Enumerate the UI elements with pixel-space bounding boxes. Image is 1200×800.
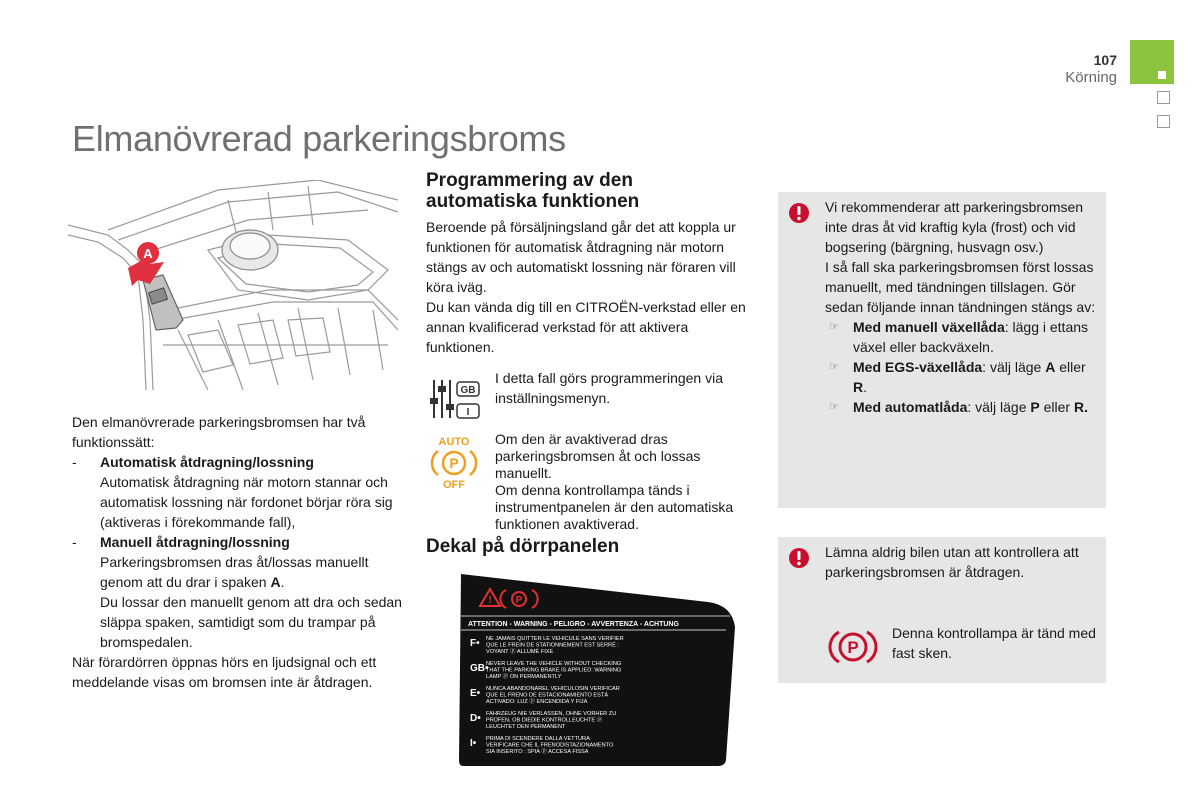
page-title: Elmanövrerad parkeringsbroms bbox=[72, 118, 566, 159]
svg-text:P: P bbox=[449, 455, 459, 471]
door-panel-decal bbox=[458, 572, 736, 767]
decal-lang-code: E• bbox=[470, 688, 481, 699]
item2-text: Parkeringsbromsen dras åt/lossas manuellt genom att du drar i spaken A. bbox=[100, 554, 369, 590]
left-column-text bbox=[72, 412, 402, 692]
decal-banner: ATTENTION - WARNING - PELIGRO - AVVERTENZA - ACHTUNG bbox=[468, 621, 679, 628]
decal-warning-text: PRIMA DI SCENDERE DALLA VETTURA VERIFICARE CHE IL FRENODISTAZIONAMENTO SIA INSERITO : SPIA ⓟ ACCESA FISSA bbox=[486, 736, 614, 755]
svg-text:GB: GB bbox=[460, 385, 476, 396]
closing-text: När förardörren öppnas hörs en ljudsignal och ett meddelande visas om bromsen inte är åtdragen. bbox=[72, 654, 377, 690]
programming-body bbox=[426, 217, 756, 357]
list-item: - Manuell åtdragning/lossning bbox=[72, 534, 290, 550]
bullet-auto: ☞ Med automatlåda: välj läge P eller R. bbox=[829, 399, 1088, 415]
decal-lang-code: I• bbox=[470, 738, 477, 749]
page-number: 107 bbox=[1093, 52, 1117, 68]
settings-menu-icon bbox=[428, 376, 484, 422]
warning-icon bbox=[788, 202, 810, 224]
decal-warning-text: FAHRZEUG NIE VERLASSEN, OHNE VORHER ZU PRÜFEN, OB DIEDIE KONTROLLEUCHTE ⓟ LEUCHTET DEN PERMANENT bbox=[486, 711, 617, 730]
auto-off-text: Om den är avaktiverad dras parkeringsbromsen åt och lossas manuellt. Om denna kontrollampa tänds i instrumentpanelen är den automatiska funktionen avaktiverad. bbox=[495, 431, 734, 532]
decal-lang-code: GB• bbox=[470, 663, 489, 674]
item1-text: Automatisk åtdragning när motorn stannar och automatisk lossning när fordonet börjar röra sig (aktiveras i förekommande fall), bbox=[100, 474, 393, 530]
svg-text:!: ! bbox=[488, 595, 492, 606]
parking-brake-lamp-icon bbox=[828, 627, 878, 667]
decal-warning-text: NE JAMAIS QUITTER LE VEHICULE SANS VERIFIER QUE LE FREIN DE STATIONNEMENT EST SERRÉ : VOYANT ⓟ ALLUMÉ FIXE bbox=[486, 636, 624, 655]
chapter-tab bbox=[1157, 91, 1170, 104]
callout-a: A bbox=[143, 246, 153, 261]
list-item: - Automatisk åtdragning/lossning bbox=[72, 454, 314, 470]
warning-box-leave bbox=[778, 537, 1106, 683]
decal-warning-text: NUNCA ABANDONAREL VEHICULOSIN VERIFICAR QUE EL FRENO DE ESTACIONAMIENTO ESTÁ ACTIVADO: LUZ ⓟ ENCENDIDA Y FIJA bbox=[486, 686, 620, 705]
warning-box-cold bbox=[778, 192, 1106, 508]
intro-text: Den elmanövrerade parkeringsbromsen har två funktionssätt: bbox=[72, 414, 366, 450]
chapter-tab-active bbox=[1130, 40, 1174, 84]
box2-text: Lämna aldrig bilen utan att kontrollera att parkeringsbromsen är åtdragen. bbox=[825, 544, 1079, 580]
lamp-text: Denna kontrollampa är tänd med fast sken. bbox=[892, 625, 1096, 661]
programming-para2: Du kan vända dig till en CITROËN-verkstad eller en annan kvalificerad verkstad för att aktivera funktionen. bbox=[426, 299, 746, 355]
programming-heading: Programmering av den automatiska funktionen bbox=[426, 170, 640, 212]
section-name: Körning bbox=[1065, 69, 1117, 86]
svg-text:I: I bbox=[466, 407, 470, 418]
svg-text:AUTO: AUTO bbox=[438, 436, 470, 448]
item1-title: Automatisk åtdragning/lossning bbox=[100, 454, 314, 470]
svg-text:P: P bbox=[515, 595, 523, 606]
warning-icon bbox=[788, 547, 810, 569]
settings-text: I detta fall görs programmeringen via inställningsmenyn. bbox=[495, 370, 723, 406]
center-console-illustration bbox=[68, 180, 398, 390]
decal-lang-code: D• bbox=[470, 713, 481, 724]
programming-para1: Beroende på försäljningsland går det att koppla ur funktionen för automatisk åtdragning när motorn stängs av och automatiskt lossning när föraren vill köra iväg. bbox=[426, 219, 736, 295]
bullet-manual: ☞ Med manuell växellåda: lägg i ettans växel eller backväxeln. bbox=[829, 319, 1089, 355]
svg-text:P: P bbox=[847, 638, 859, 657]
chapter-tab bbox=[1157, 115, 1170, 128]
bullet-egs: ☞ Med EGS-växellåda: välj läge A eller R. bbox=[829, 359, 1086, 395]
decal-lang-code: F• bbox=[470, 638, 480, 649]
item2-title: Manuell åtdragning/lossning bbox=[100, 534, 290, 550]
svg-text:OFF: OFF bbox=[443, 479, 465, 490]
box1-text: Vi rekommenderar att parkeringsbromsen inte dras åt vid kraftig kyla (frost) och vid bogsering (bärgning, husvagn osv.) I så fall ska parkeringsbromsen först lossas manuellt, med tändningen tillslagen. Gör sedan följande innan tändningen stängs av: ☞ Med manuell växellåda: lägg i ettans växel eller backväxeln. ☞ Med EGS-växellåda: välj läge A eller R. ☞ Med automatlåda: välj läge P eller R. bbox=[825, 199, 1096, 415]
decal-heading: Dekal på dörrpanelen bbox=[426, 536, 620, 557]
auto-off-parking-icon bbox=[428, 434, 480, 490]
item2-text2: Du lossar den manuellt genom att dra och sedan släppa spaken, samtidigt som du trampar på bromspedalen. bbox=[100, 594, 402, 650]
decal-warning-text: NEVER LEAVE THE VEHICLE WITHOUT CHECKING THAT THE PARKING BRAKE IS APPLIED: WARNING LAMP ⓟ ON PERMANENTLY bbox=[486, 661, 622, 680]
